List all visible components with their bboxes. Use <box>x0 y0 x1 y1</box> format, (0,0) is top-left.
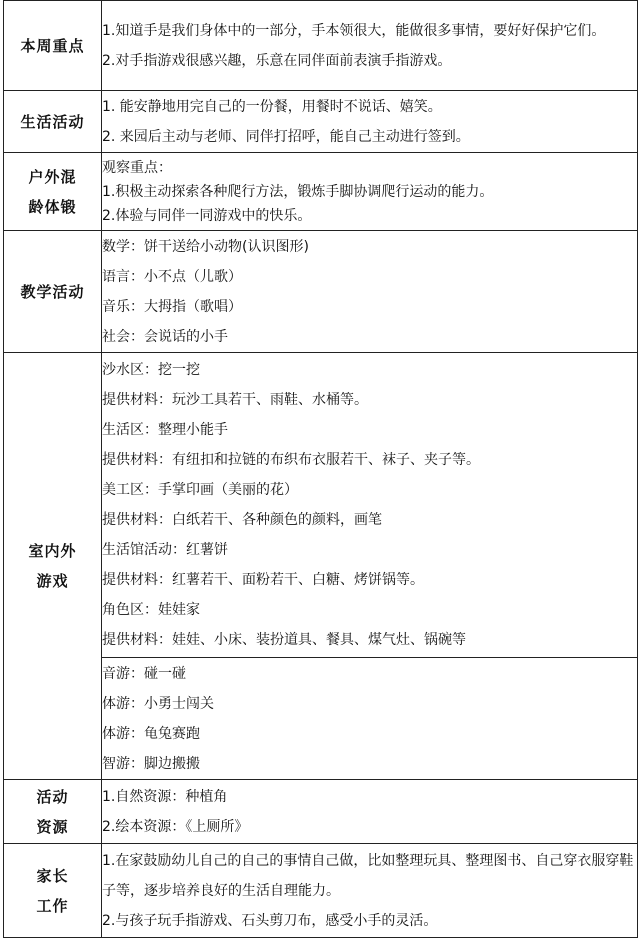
zone-art-materials: 提供材料：白纸若干、各种颜色的颜料，画笔 <box>102 512 382 528</box>
row-games-zones <box>4 353 638 658</box>
zone-lifehall-materials: 提供材料：红薯若干、面粉若干、白糖、烤饼锅等。 <box>102 572 424 588</box>
resources-header: 活动 资源 <box>4 780 102 844</box>
parent-work-line-2: 2.与孩子玩手指游戏、石头剪刀布，感受小手的灵活。 <box>102 912 438 929</box>
daily-life-line-1: 1. 能安静地用完自己的一份餐，用餐时不说话、嬉笑。 <box>102 98 442 115</box>
daily-life-header: 生活活动 <box>4 91 102 153</box>
weekly-focus-line-1: 1.知道手是我们身体中的一部分，手本领很大，能做很多事情，要好好保护它们。 <box>102 22 606 39</box>
teaching-content <box>102 231 638 353</box>
teaching-line-music: 音乐：大拇指（歌唱） <box>102 298 242 315</box>
weekly-focus-content <box>102 1 638 91</box>
row-parent-work <box>4 844 638 938</box>
row-resources <box>4 780 638 844</box>
weekly-focus-line-2: 2.对手指游戏很感兴趣，乐意在同伴面前表演手指游戏。 <box>102 52 452 69</box>
resource-picturebook: 2.绘本资源：《上厕所》 <box>102 818 249 835</box>
resources-content <box>102 780 638 844</box>
teaching-header: 教学活动 <box>4 231 102 353</box>
weekly-plan-table <box>3 0 638 938</box>
teaching-line-society: 社会：会说话的小手 <box>102 328 228 345</box>
zone-art: 美工区：手掌印画（美丽的花） <box>102 482 298 498</box>
zone-sandwater: 沙水区：挖一挖 <box>102 362 200 378</box>
outdoor-line-1: 观察重点： <box>102 159 172 176</box>
game-sport-2: 体游：龟兔赛跑 <box>102 725 200 742</box>
outdoor-exercise-header: 户外混 龄体锻 <box>4 153 102 231</box>
games-zones-content <box>102 353 638 658</box>
row-outdoor-exercise <box>4 153 638 231</box>
resource-nature: 1.自然资源：种植角 <box>102 788 228 805</box>
games-header: 室内外 游戏 <box>4 353 102 780</box>
parent-work-line-1: 1.在家鼓励幼儿自己的自己的事情自己做，比如整理玩具、整理图书、自己穿衣服穿鞋子等，逐步培养良好的生活自理能力。 <box>102 852 634 899</box>
row-teaching <box>4 231 638 353</box>
parent-work-content <box>102 844 638 938</box>
zone-life: 生活区：整理小能手 <box>102 422 228 438</box>
zone-lifehall: 生活馆活动：红薯饼 <box>102 542 228 558</box>
row-daily-life <box>4 91 638 153</box>
teaching-line-language: 语言：小不点（儿歌） <box>102 268 242 285</box>
zone-roleplay: 角色区：娃娃家 <box>102 602 200 618</box>
zone-roleplay-materials: 提供材料：娃娃、小床、装扮道具、餐具、煤气灶、锅碗等 <box>102 632 466 648</box>
parent-work-header: 家长 工作 <box>4 844 102 938</box>
game-music: 音游：碰一碰 <box>102 665 186 682</box>
outdoor-exercise-content <box>102 153 638 231</box>
games-list-content <box>102 658 638 780</box>
daily-life-content <box>102 91 638 153</box>
outdoor-line-2: 1.积极主动探索各种爬行方法，锻炼手脚协调爬行运动的能力。 <box>102 183 494 200</box>
game-sport-1: 体游：小勇士闯关 <box>102 695 214 712</box>
teaching-line-math: 数学：饼干送给小动物(认识图形) <box>102 238 309 255</box>
weekly-focus-header: 本周重点 <box>4 1 102 91</box>
game-intellect: 智游：脚边搬搬 <box>102 755 200 772</box>
zone-life-materials: 提供材料：有纽扣和拉链的布织布衣服若干、袜子、夹子等。 <box>102 452 480 468</box>
zone-sandwater-materials: 提供材料：玩沙工具若干、雨鞋、水桶等。 <box>102 392 368 408</box>
outdoor-line-3: 2.体验与同伴一同游戏中的快乐。 <box>102 207 312 224</box>
daily-life-line-2: 2. 来园后主动与老师、同伴打招呼，能自己主动进行签到。 <box>102 128 470 145</box>
row-weekly-focus <box>4 1 638 91</box>
